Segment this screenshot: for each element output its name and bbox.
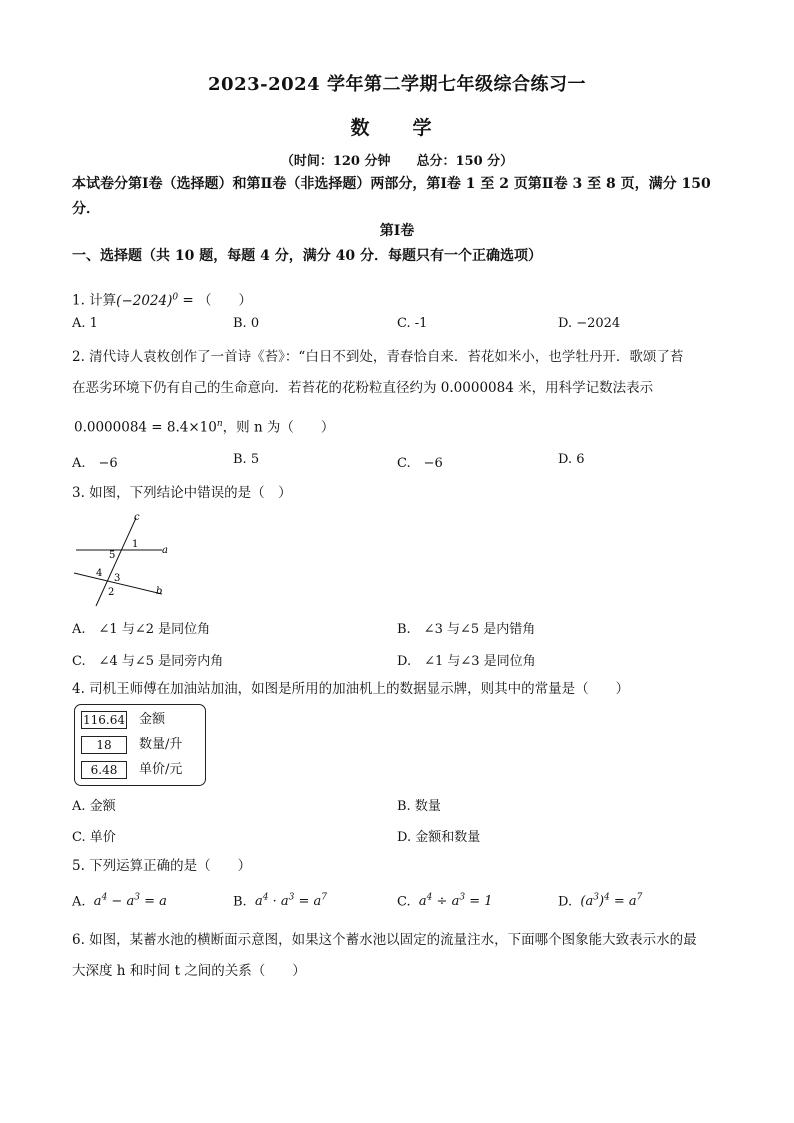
exam-title: 2023-2024 学年第二学期七年级综合练习一 bbox=[208, 74, 586, 95]
q3-option-c[interactable]: C. ∠4 与∠5 是同旁内角 bbox=[72, 654, 224, 669]
display-label-quantity: 数量/升 bbox=[139, 737, 183, 752]
question-3-stem: 3. 如图，下列结论中错误的是（ ） bbox=[72, 485, 292, 501]
time-info: （时间：120 分钟 总分：150 分） bbox=[280, 154, 514, 169]
question-1-options bbox=[72, 316, 732, 338]
question-5-options bbox=[72, 893, 732, 915]
question-2-options bbox=[72, 452, 732, 474]
subject-title: 数 学 bbox=[350, 117, 444, 139]
display-value-amount: 116.64 bbox=[83, 713, 125, 727]
q4-option-c[interactable]: C. 单价 bbox=[72, 830, 116, 845]
q3-option-a[interactable]: A. ∠1 与∠2 是同位角 bbox=[72, 622, 211, 637]
q4-option-a[interactable]: A. 金额 bbox=[72, 799, 116, 814]
label-1: 1 bbox=[132, 539, 139, 550]
label-2: 2 bbox=[108, 587, 115, 598]
q3-option-b[interactable]: B. ∠3 与∠5 是内错角 bbox=[397, 622, 536, 637]
question-5-stem: 5. 下列运算正确的是（ ） bbox=[72, 858, 252, 874]
fuel-display-panel bbox=[74, 704, 206, 786]
label-5: 5 bbox=[109, 550, 116, 561]
question-4-options-row-2 bbox=[72, 826, 732, 848]
question-4-options-row-1 bbox=[72, 795, 732, 817]
display-value-quantity: 18 bbox=[81, 736, 127, 754]
parallel-lines-figure bbox=[70, 510, 180, 610]
question-2-line-3: $0.0000084 = 8.4\times 10^n$，则 n 为（ ） bbox=[74, 419, 335, 436]
q1-option-d[interactable]: D. −2024 bbox=[558, 316, 621, 331]
label-4: 4 bbox=[96, 568, 103, 579]
part-title: 第Ⅰ卷 bbox=[379, 223, 415, 239]
q5-option-a[interactable]: A. $a^4 - a^3 = a$ bbox=[72, 893, 167, 910]
question-4-stem: 4. 司机王师傅在加油站加油，如图是所用的加油机上的数据显示牌，则其中的常量是（ ） bbox=[72, 681, 630, 697]
display-label-price: 单价/元 bbox=[139, 762, 183, 777]
label-a: a bbox=[162, 545, 168, 556]
question-2-line-2: 在恶劣环境下仍有自己的生命意向．若苔花的花粉粒直径约为 0.0000084 米，用科学记数法表示 bbox=[72, 380, 654, 396]
q2-option-a[interactable]: A. −6 bbox=[72, 456, 118, 471]
q5-option-c[interactable]: C. $a^4 \div a^3 = 1$ bbox=[397, 893, 493, 910]
line-c bbox=[96, 518, 139, 606]
q1-option-a[interactable]: A. 1 bbox=[72, 316, 98, 331]
exam-note: 本试卷分第Ⅰ卷（选择题）和第Ⅱ卷（非选择题）两部分，第Ⅰ卷 1 至 2 页第Ⅱ卷 3 至 8 页，满分 150 分． bbox=[72, 176, 711, 217]
question-1-stem: 1. 计算$(-2024)^0$ = （ ） bbox=[72, 292, 253, 309]
question-3-options-row-2 bbox=[72, 650, 732, 672]
label-3: 3 bbox=[114, 573, 121, 584]
q1-option-c[interactable]: C. -1 bbox=[397, 316, 428, 331]
q5-option-d[interactable]: D. $(a^3)^4 = a^7$ bbox=[558, 893, 643, 910]
q4-option-b[interactable]: B. 数量 bbox=[397, 799, 441, 814]
label-b: b bbox=[156, 586, 163, 597]
question-3-options-row-1 bbox=[72, 618, 732, 640]
question-6-line-2: 大深度 h 和时间 t 之间的关系（ ） bbox=[72, 963, 306, 979]
q5-option-b[interactable]: B. $a^4 \cdot a^3 = a^7$ bbox=[233, 893, 328, 910]
display-label-amount: 金额 bbox=[139, 712, 166, 727]
q1-expression: $(-2024)^0$ bbox=[116, 292, 179, 309]
label-c: c bbox=[134, 512, 140, 523]
question-2-line-1: 2. 清代诗人袁枚创作了一首诗《苔》：“白日不到处，青春恰自来．苔花如米小，也学牡丹开．歌颂了苔 bbox=[72, 349, 684, 365]
q1-option-b[interactable]: B. 0 bbox=[233, 316, 260, 331]
q2-option-d[interactable]: D. 6 bbox=[558, 452, 585, 467]
q3-option-d[interactable]: D. ∠1 与∠3 是同位角 bbox=[397, 654, 536, 669]
section-title: 一、选择题（共 10 题，每题 4 分，满分 40 分．每题只有一个正确选项） bbox=[72, 248, 542, 264]
q2-option-b[interactable]: B. 5 bbox=[233, 452, 260, 467]
q4-option-d[interactable]: D. 金额和数量 bbox=[397, 830, 481, 845]
display-value-price: 6.48 bbox=[81, 761, 127, 779]
question-6-line-1: 6. 如图，某蓄水池的横断面示意图，如果这个蓄水池以固定的流量注水，下面哪个图象能大致表示水的最 bbox=[72, 932, 697, 948]
q2-option-c[interactable]: C. −6 bbox=[397, 456, 443, 471]
